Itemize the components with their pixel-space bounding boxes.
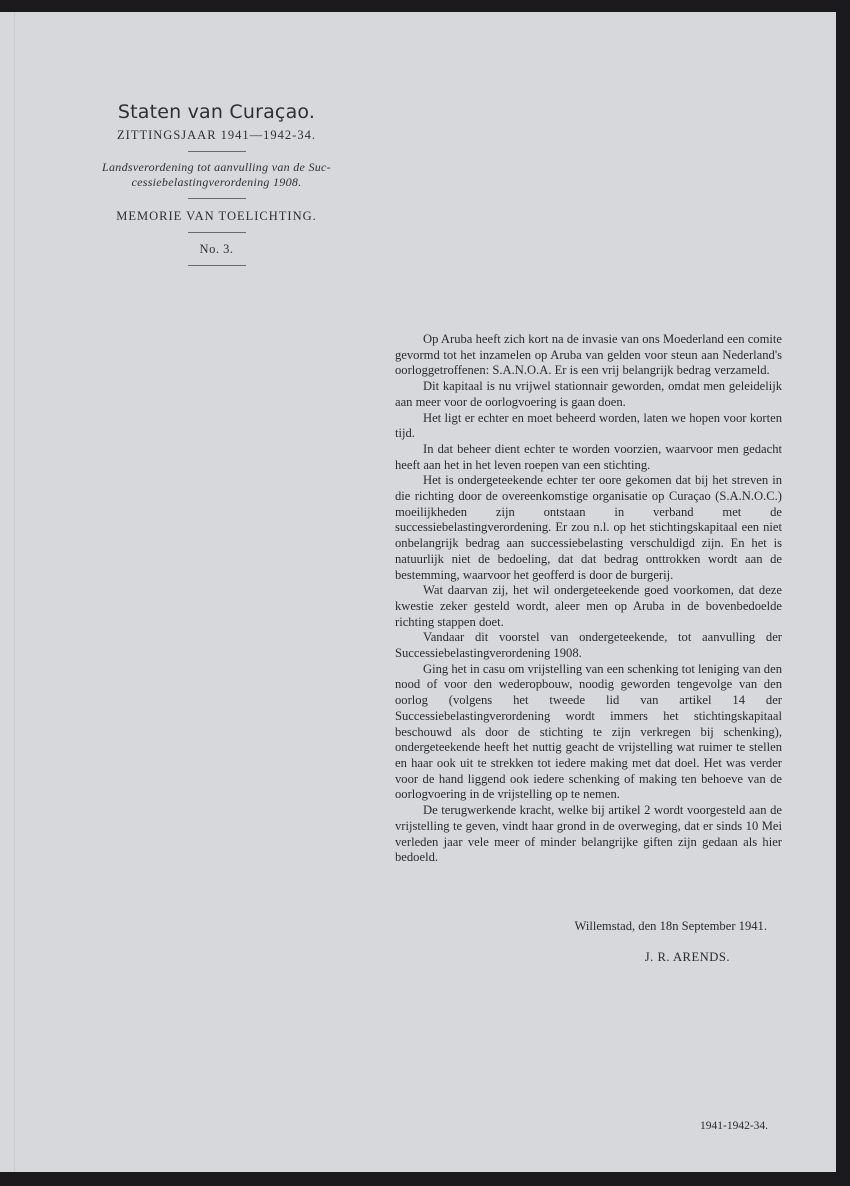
explanatory-text [395, 332, 782, 866]
session-year: ZITTINGSJAAR 1941—1942-34. [117, 128, 316, 142]
ordinance-subject [60, 160, 373, 190]
footer-document-number: 1941-1942-34. [700, 1120, 769, 1132]
place-and-date: Willemstad, den 18n September 1941. [574, 919, 767, 933]
body-paragraph: Wat daarvan zij, het wil ondergeteekende goed voorkomen, dat deze kwestie zeker gesteld wordt, aleer men op Aruba in de bovenbedoelde richting stappen doet. [395, 583, 782, 629]
document-number-heading: No. 3. [199, 242, 234, 256]
memorie-heading: MEMORIE VAN TOELICHTING. [116, 209, 317, 223]
body-paragraph: Vandaar dit voorstel van ondergeteekende, tot aanvulling der Successiebelastingverordening 1908. [395, 630, 782, 661]
header-divider [188, 151, 246, 152]
body-paragraph: Ging het in casu om vrijstelling van een schenking tot leniging van den nood of voor den wederopbouw, noodig geworden tengevolge van den oorlog (volgens het tweede lid van artikel 14 der Successiebelastingverordening wordt immers het stichtingskapitaal beschouwd als door de stichting te zijn verkregen bij schenking), ondergeteekende heeft het nuttig geacht de vrijstelling wat ruimer te stellen en haar ook uit te strekken tot iedere making met dat doel. Het was verder voor de hand liggend ook iedere schenking of making ten behoeve van de oorlogvoering in de vrijstelling op te nemen. [395, 661, 782, 802]
document-page [0, 12, 836, 1172]
body-paragraph: Op Aruba heeft zich kort na de invasie van ons Moederland een comite gevormd tot het inzamelen op Aruba van gelden voor steun aan Nederland's oorloggetroffenen: S.A.N.O.A. Er is een vrij belangrijk bedrag verzameld. [395, 332, 782, 378]
body-paragraph: De terugwerkende kracht, welke bij artikel 2 wordt voorgesteld aan de vrijstelling te geven, vindt haar grond in de overweging, dat er sinds 10 Mei verleden jaar vele meer of minder belangrijke giften zijn gedaan als hier bedoeld. [395, 803, 782, 865]
body-paragraph: In dat beheer dient echter te worden voorzien, waarvoor men gedacht heeft aan het in het leven roepen van een stichting. [395, 441, 782, 472]
body-paragraph: Dit kapitaal is nu vrijwel stationnair geworden, omdat men geleidelijk aan meer voor de oorlogvoering is gaan doen. [395, 379, 782, 409]
body-paragraph: Het is ondergeteekende echter ter oore gekomen dat bij het streven in die richting door de overeenkomstige organisatie op Curaçao (S.A.N.O.C.) moeilijkheden zijn ontstaan in verband met de successiebelastingverordening. Er zou n.l. op het stichtingskapitaal een niet onbelangrijk bedrag aan successiebelasting verschuldigd zijn. En het is natuurlijk niet de bedoeling, dat dat bedrag onttrokken wordt aan de bestemming, waarvoor het geofferd is door de burgerij. [395, 473, 782, 582]
header-divider [188, 265, 246, 266]
subject-line: Landsverordening tot aanvulling van de Suc- [102, 160, 331, 174]
subject-line: cessiebelastingverordening 1908. [131, 175, 302, 189]
document-header [60, 100, 373, 266]
header-divider [188, 198, 246, 199]
body-paragraph: Het ligt er echter en moet beheerd worden, laten we hopen voor korten tijd. [395, 410, 782, 441]
page-fold-line [14, 12, 15, 1172]
header-divider [188, 232, 246, 233]
parliament-title: Staten van Curaçao. [117, 101, 316, 123]
signatory-name: J. R. ARENDS. [644, 950, 730, 964]
